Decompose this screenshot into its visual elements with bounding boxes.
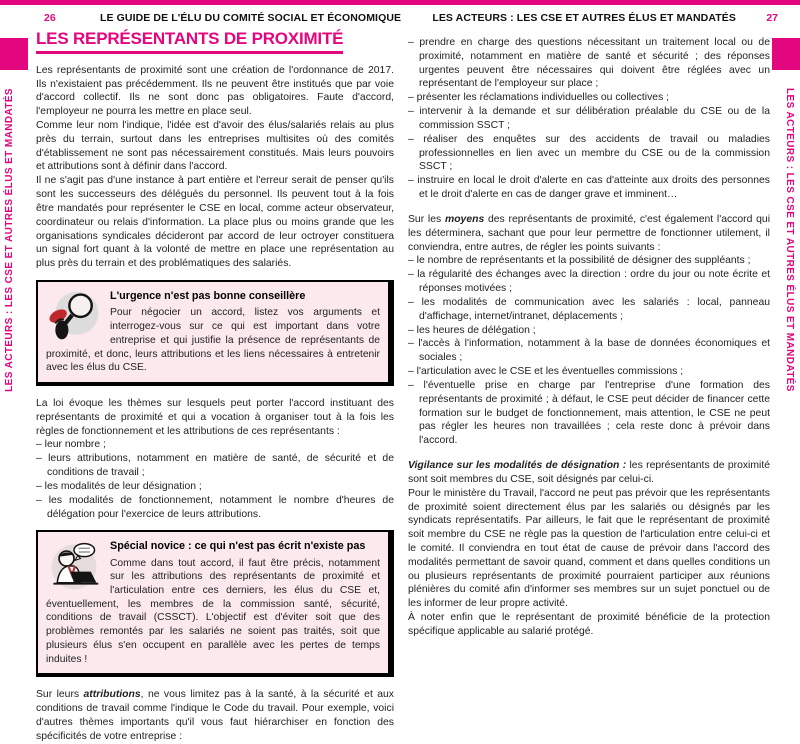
list-item: – les modalités de leur désignation ; — [36, 480, 202, 492]
right-page-column — [408, 36, 770, 639]
moyens-list — [408, 254, 770, 448]
list-item: – prendre en charge des questions nécessitant un traitement local ou de proximité, notamment en matière de santé et sécurité ; des réponses urgentes peuvent être nécessaires qui doivent être réglées avec un représentant de l'employeur sur place ; — [408, 37, 770, 90]
final-paragraph: À noter enfin que le représentant de proximité bénéficie de la protection spécifique applicable au salarié protégé. — [408, 612, 770, 637]
callout-body: Pour négocier un accord, listez vos arguments et interrogez-vous sur ce qui est important dans votre entreprise et qui justifie la présence de représentants de proximité, et donc, leurs attributions et les liens nécessaires à entretenir avec les élus du CSE. — [46, 307, 380, 374]
list-item: – leurs attributions, notamment en matière de santé, de sécurité et de conditions de travail ; — [36, 453, 394, 479]
list-item: – l'accès à l'information, notamment à la base de données économiques et sociales ; — [408, 338, 770, 364]
emphasis-moyens: moyens — [444, 213, 485, 225]
callout-title: L'urgence n'est pas bonne conseillère — [110, 290, 306, 303]
missions-list — [408, 36, 770, 202]
callout-title: Spécial novice : ce qui n'est pas écrit n'existe pas — [110, 540, 366, 553]
chapter-title: LES REPRÉSENTANTS DE PROXIMITÉ — [36, 30, 343, 54]
ministry-paragraph: Pour le ministère du Travail, l'accord ne peut pas prévoir que les représentants de proximité soient directement élus par les salariés ou désignés par les syndicats représentatifs. Par ailleurs, le fait que le représentant de proximité soit membre du CSE ne règle pas la question de l'articulation entre celui-ci et le comité. Il conviendra en tout état de cause de prévoir dans l'accord des modalités permettant de savoir quand, comment et dans quelles conditions un ou plusieurs représentants de proximité pourraient participer aux réunions plénières du comité afin d'informer ses membres sur un sujet ponctuel ou de les informer de leur propre activité. — [408, 487, 770, 610]
paragraph: Les représentants de proximité sont une création de l'ordonnance de 2017. Ils n'existaient pas précédemment. Ils ne peuvent être institués que par voie d'accord collectif. Ils ne sont donc pas obligatoires. Faute d'accord, l'employeur ne pourra les mettre en place seul. — [36, 64, 394, 118]
callout-body: Comme dans tout accord, il faut être précis, notamment sur les attributions des représentants de proximité et l'articulation entre ces derniers, les élus du CSE et, éventuellement, les membres de la commission santé, sécurité, conditions de travail (CSSCT). L'objectif est d'éviter soit que des problèmes remontés par les salariés ne soient pas traités, soit que plusieurs élus s'en occupent en parallèle avec les pertes de temps induites ! — [46, 557, 380, 665]
list-intro: La loi évoque les thèmes sur lesquels peut porter l'accord instituant des représentants de proximité et qui a vocation à organiser tout à la fois les règles de fonctionnement et les attributions de ces représentants : — [36, 397, 394, 437]
magnifying-glass-person-icon — [46, 288, 102, 344]
list-item: – les modalités de fonctionnement, notamment le nombre d'heures de délégation pour l'exercice de leurs attributions. — [36, 494, 394, 520]
person-at-desk-speech-bubble-icon — [46, 538, 102, 594]
list-item: – le nombre de représentants et la possibilité de désigner des suppléants ; — [408, 255, 751, 267]
list-item: – leur nombre ; — [36, 439, 106, 451]
right-vertical-section-label: LES ACTEURS : LES CSE ET AUTRES ÉLUS ET MANDATÉS — [784, 88, 795, 392]
list-item: – la régularité des échanges avec la direction : ordre du jour ou note écrite et réponses motivées ; — [408, 269, 770, 295]
emphasis-attributions: attributions — [83, 689, 141, 701]
list-item: – réaliser des enquêtes sur des accidents de travail ou maladies professionnelles en lien avec un membre du CSE ou de la commission SSCT ; — [408, 133, 770, 173]
list-item: – l'éventuelle prise en charge par l'entreprise d'une formation des représentants de proximité ; à défaut, le CSE peut décider de financer cette formation sur le budget de fonctionnement, mais attention, le CSE ne peut pas régler les heures non travaillées ; cela reste donc à prévoir dans l'accord. — [408, 379, 770, 447]
paragraph: Comme leur nom l'indique, l'idée est d'avoir des élus/salariés relais au plus près du terrain, surtout dans les entreprises multisites où des comités d'établissement ne sont pas nécessairement constitués. Mais leurs pouvoirs et attributions sont à définir dans l'accord. — [36, 120, 394, 173]
running-header-left: LE GUIDE DE L'ÉLU DU COMITÉ SOCIAL ET ÉCONOMIQUE — [100, 12, 402, 24]
moyens-paragraph: Sur les moyens des représentants de proximité, c'est également l'accord qui les déterminera, sachant que pour leur permettre de fonctionner utilement, il conviendra, entre autres, de régler les points suivants : — [408, 213, 770, 253]
list-item: – l'articulation avec le CSE et les éventuelles commissions ; — [408, 366, 684, 378]
list-item: – les modalités de communication avec les salariés : local, panneau d'affichage, internet/intranet, déplacements ; — [408, 296, 770, 322]
right-margin-tab-block — [772, 38, 800, 70]
attributions-paragraph: Sur leurs attributions, ne vous limitez pas à la santé, à la sécurité et aux conditions de travail comme l'indique le Code du travail. Pour exemple, voici d'autres thèmes importants qu'il vous faut hiérarchiser en fonction des spécificités de votre entreprise : — [36, 689, 394, 742]
list-item: – présenter les réclamations individuelles ou collectives ; — [408, 92, 670, 104]
callout-urgence-box — [36, 280, 394, 386]
list-item: – intervenir à la demande et sur délibération préalable du CSE ou de la commission SSCT ; — [408, 106, 770, 131]
themes-list — [36, 438, 394, 521]
left-margin-tab-block — [0, 38, 28, 70]
emphasis-vigilance: Vigilance sur les modalités de désignation : — [408, 460, 630, 472]
vigilance-paragraph: Vigilance sur les modalités de désignation : les représentants de proximité sont soit membres du CSE, soit désignés par celui-ci. — [408, 460, 770, 485]
page-number-right: 27 — [766, 12, 778, 24]
list-item: – instruire en local le droit d'alerte en cas d'atteinte aux droits des personnes et le droit d'alerte en cas de danger grave et imminent… — [408, 175, 770, 201]
callout-special-novice-box — [36, 530, 394, 677]
running-header-right: LES ACTEURS : LES CSE ET AUTRES ÉLUS ET MANDATÉS — [432, 12, 736, 24]
left-vertical-section-label: LES ACTEURS : LES CSE ET AUTRES ÉLUS ET MANDATÉS — [4, 88, 15, 392]
list-item: – les heures de délégation ; — [408, 324, 536, 336]
paragraph: Il ne s'agit pas d'une instance à part entière et l'erreur serait de penser qu'ils sont les successeurs des délégués du personnel. Ils peuvent tout à la fois être mandatés pour représenter le CSE en local, comme acteur observateur, coordinateur ou relais d'information. La place plus ou moins grande que les organisations syndicales décideront par accord de leur octroyer constituera un signal fort quant à la volonté de mettre en place une représentation au plus près du terrain et des problématiques des salariés. — [36, 175, 394, 270]
left-page-column — [36, 30, 394, 744]
page-number-left: 26 — [44, 12, 56, 24]
top-accent-bar — [0, 0, 800, 5]
